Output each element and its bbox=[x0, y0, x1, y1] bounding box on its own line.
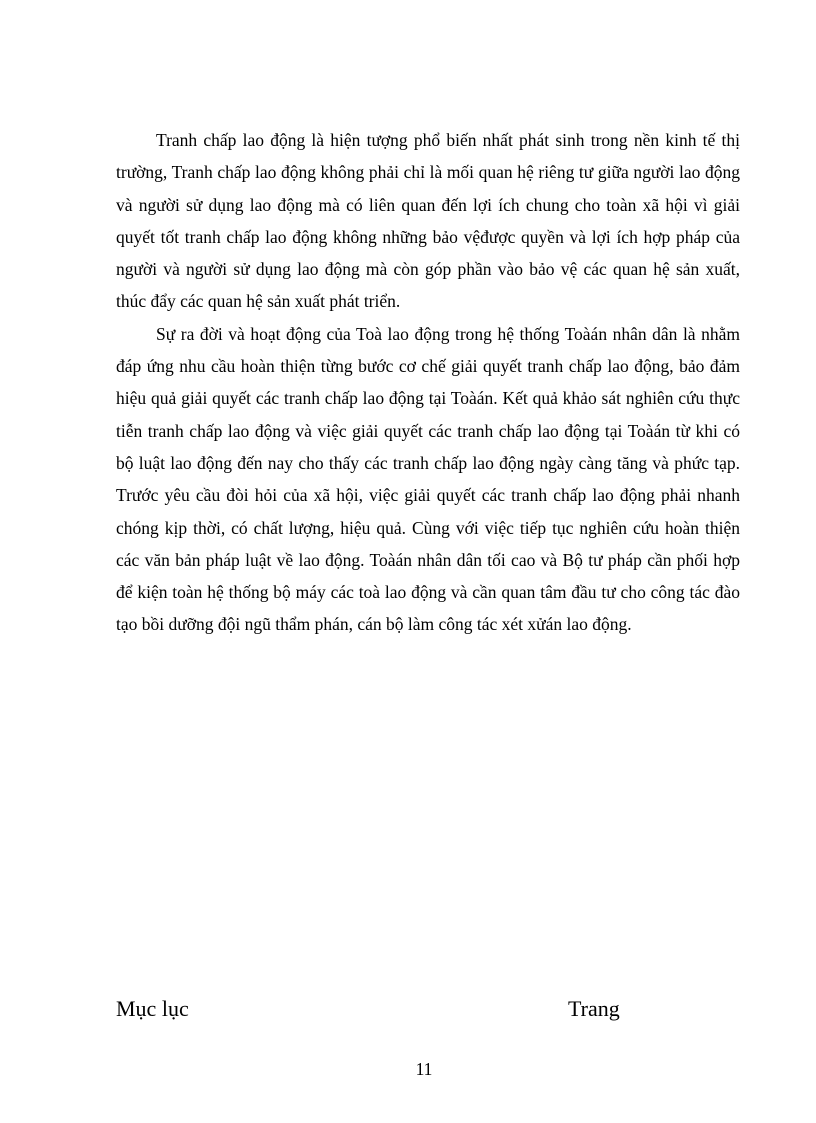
toc-heading-left: Mục lục bbox=[116, 996, 189, 1021]
toc-heading-right: Trang bbox=[568, 996, 620, 1021]
paragraph-1: Tranh chấp lao động là hiện tượng phổ biến nhất phát sinh trong nền kinh tế thị trường, Tranh chấp lao động không phải chỉ là mối quan hệ riêng tư giữa người lao động và người sử dụng lao động mà có liên quan đến lợi ích chung cho toàn xã hội vì giải quyết tốt tranh chấp lao động không những bảo vệđược quyền và lợi ích hợp pháp của người và người sử dụng lao động mà còn góp phần vào bảo vệ các quan hệ sản xuất, thúc đẩy các quan hệ sản xuất phát triển. bbox=[116, 130, 740, 312]
paragraph-2: Sự ra đời và hoạt động của Toà lao động trong hệ thống Toàán nhân dân là nhằm đáp ứng nhu cầu hoàn thiện từng bước cơ chế giải quyết tranh chấp lao động, bảo đảm hiệu quả giải quyết các tranh chấp lao động tại Toàán. Kết quả khảo sát nghiên cứu thực tiễn tranh chấp lao động và việc giải quyết các tranh chấp lao động tại Toàán từ khi có bộ luật lao động đến nay cho thấy các tranh chấp lao động ngày càng tăng và phức tạp. Trước yêu cầu đòi hỏi của xã hội, việc giải quyết các tranh chấp lao động phải nhanh chóng kịp thời, có chất lượng, hiệu quả. Cùng với việc tiếp tục nghiên cứu hoàn thiện các văn bản pháp luật về lao động. Toàán nhân dân tối cao và Bộ tư pháp cần phối hợp để kiện toàn hệ thống bộ máy các toà lao động và cần quan tâm đầu tư cho công tác đào tạo bồi dưỡng đội ngũ thẩm phán, cán bộ làm công tác xét xửán lao động. bbox=[116, 323, 740, 635]
body-text bbox=[116, 124, 740, 641]
page-number: 11 bbox=[415, 1059, 433, 1079]
